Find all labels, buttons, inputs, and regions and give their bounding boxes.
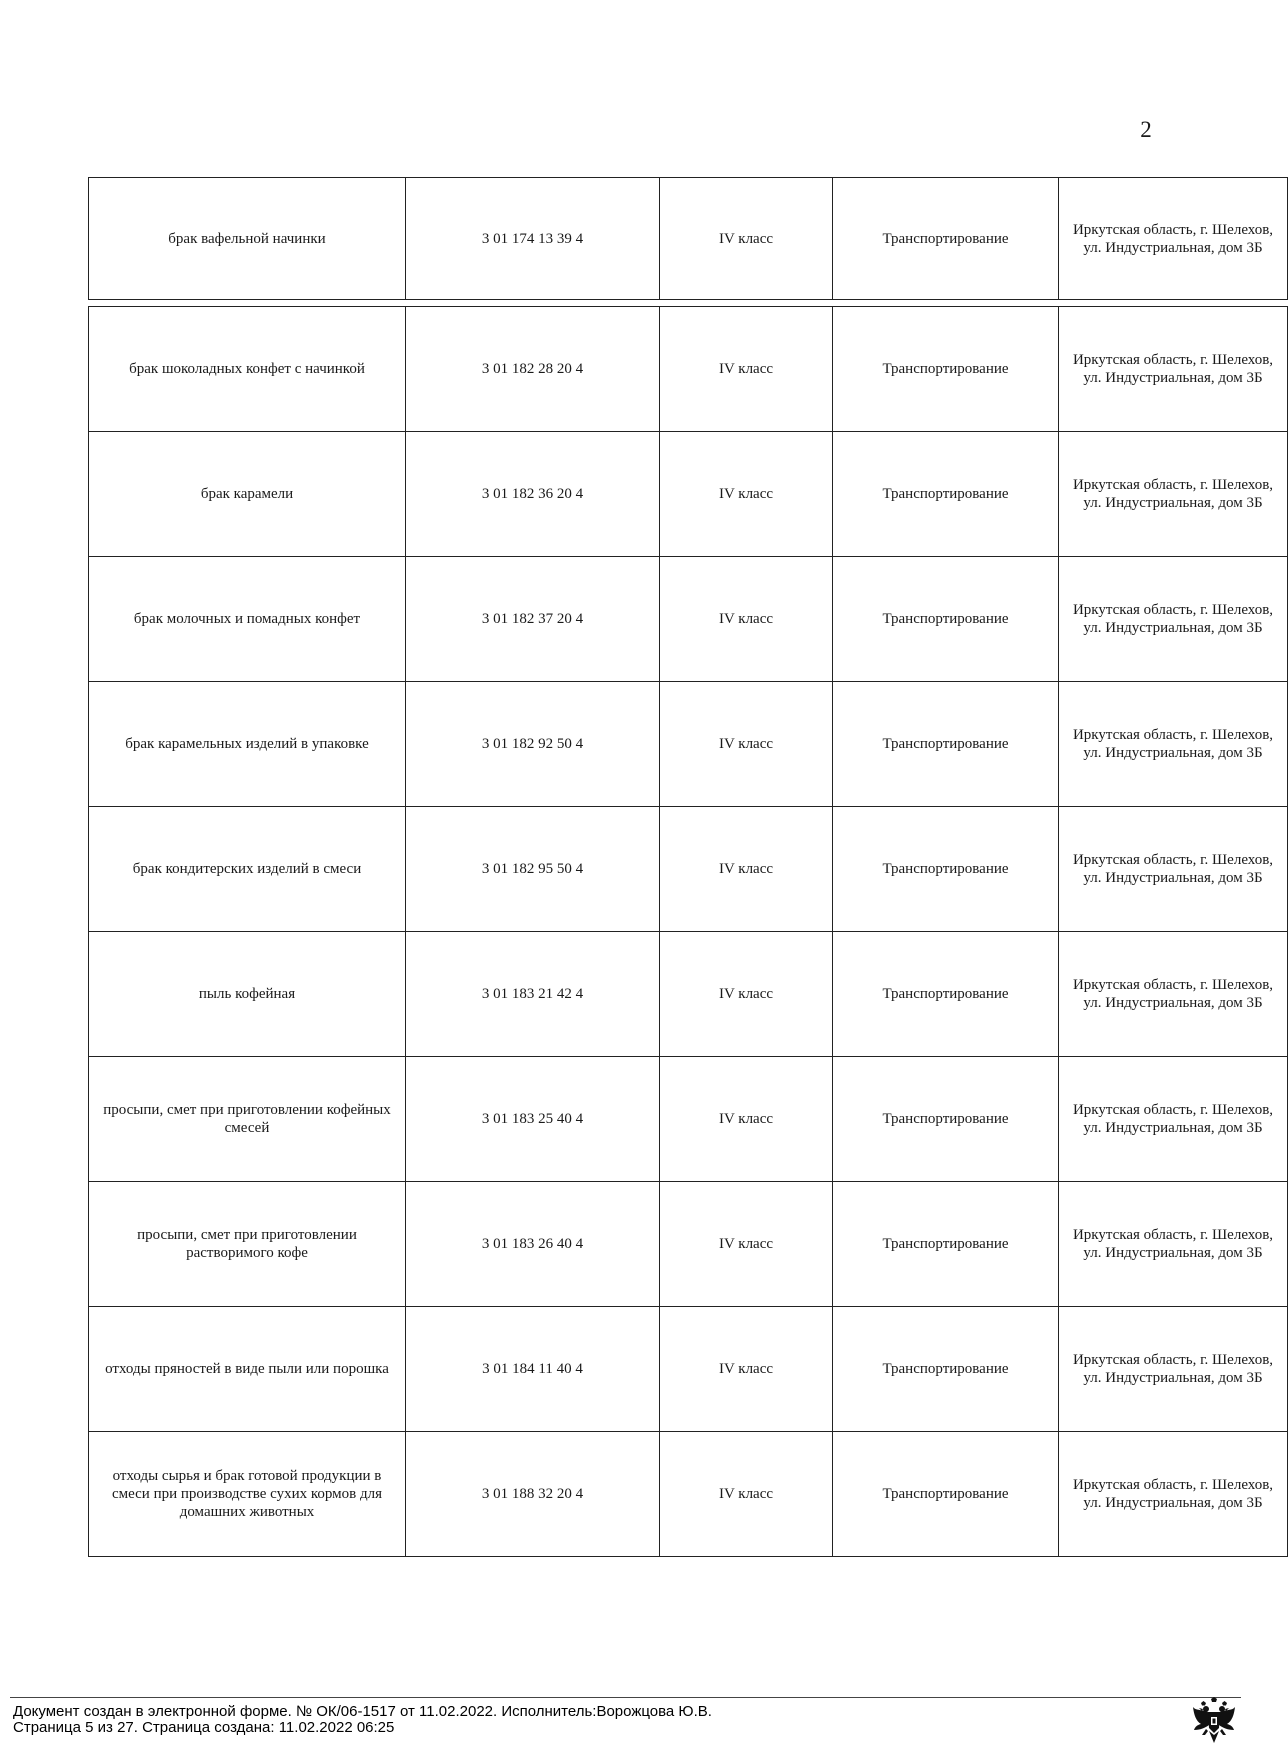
table-row	[89, 307, 1288, 432]
hazard-class-cell: IV класс	[660, 1307, 833, 1432]
waste-name-cell: просыпи, смет при приготовлении кофейных смесей	[89, 1057, 406, 1182]
address-cell: Иркутская область, г. Шелехов, ул. Индустриальная, дом 3Б	[1059, 807, 1288, 932]
hazard-class-cell: IV класс	[660, 307, 833, 432]
double-headed-eagle-emblem-icon	[1192, 1697, 1236, 1747]
waste-code-cell: 3 01 182 37 20 4	[406, 557, 660, 682]
waste-code-cell: 3 01 182 95 50 4	[406, 807, 660, 932]
table-row	[89, 932, 1288, 1057]
address-cell: Иркутская область, г. Шелехов, ул. Индустриальная, дом 3Б	[1059, 1307, 1288, 1432]
activity-cell: Транспортирование	[833, 932, 1059, 1057]
waste-name-cell: брак вафельной начинки	[89, 178, 406, 300]
table-row	[89, 807, 1288, 932]
waste-code-cell: 3 01 188 32 20 4	[406, 1432, 660, 1557]
table-row	[89, 682, 1288, 807]
waste-code-cell: 3 01 184 11 40 4	[406, 1307, 660, 1432]
address-cell: Иркутская область, г. Шелехов, ул. Индустриальная, дом 3Б	[1059, 1057, 1288, 1182]
activity-cell: Транспортирование	[833, 178, 1059, 300]
hazard-class-cell: IV класс	[660, 807, 833, 932]
waste-code-cell: 3 01 182 28 20 4	[406, 307, 660, 432]
footer-page-info: Страница 5 из 27. Страница создана: 11.02.2022 06:25	[13, 1719, 395, 1736]
activity-cell: Транспортирование	[833, 557, 1059, 682]
waste-name-cell: брак карамельных изделий в упаковке	[89, 682, 406, 807]
waste-name-cell: брак шоколадных конфет с начинкой	[89, 307, 406, 432]
table-row	[89, 1432, 1288, 1557]
waste-code-cell: 3 01 182 92 50 4	[406, 682, 660, 807]
hazard-class-cell: IV класс	[660, 178, 833, 300]
address-cell: Иркутская область, г. Шелехов, ул. Индустриальная, дом 3Б	[1059, 932, 1288, 1057]
hazard-class-cell: IV класс	[660, 557, 833, 682]
hazard-class-cell: IV класс	[660, 1057, 833, 1182]
activity-cell: Транспортирование	[833, 1057, 1059, 1182]
hazard-class-cell: IV класс	[660, 1182, 833, 1307]
table-row	[89, 1057, 1288, 1182]
activity-cell: Транспортирование	[833, 682, 1059, 807]
waste-code-cell: 3 01 183 26 40 4	[406, 1182, 660, 1307]
activity-cell: Транспортирование	[833, 1182, 1059, 1307]
address-cell: Иркутская область, г. Шелехов, ул. Индустриальная, дом 3Б	[1059, 307, 1288, 432]
page-number: 2	[1140, 117, 1152, 142]
waste-name-cell: пыль кофейная	[89, 932, 406, 1057]
hazard-class-cell: IV класс	[660, 1432, 833, 1557]
footer-divider	[10, 1697, 1241, 1698]
activity-cell: Транспортирование	[833, 307, 1059, 432]
address-cell: Иркутская область, г. Шелехов, ул. Индустриальная, дом 3Б	[1059, 557, 1288, 682]
activity-cell: Транспортирование	[833, 1307, 1059, 1432]
waste-name-cell: отходы сырья и брак готовой продукции в смеси при производстве сухих кормов для домашних животных	[89, 1432, 406, 1557]
waste-table-body	[89, 307, 1288, 1557]
waste-table	[88, 306, 1288, 1557]
waste-code-cell: 3 01 183 21 42 4	[406, 932, 660, 1057]
address-cell: Иркутская область, г. Шелехов, ул. Индустриальная, дом 3Б	[1059, 1182, 1288, 1307]
table-row	[89, 178, 1288, 300]
waste-name-cell: брак кондитерских изделий в смеси	[89, 807, 406, 932]
footer-document-info: Документ создан в электронной форме. № ОК/06-1517 от 11.02.2022. Исполнитель:Ворожцова Ю.В.	[13, 1703, 712, 1720]
waste-table-first-row	[88, 177, 1288, 300]
footer	[13, 1704, 712, 1736]
table-row	[89, 557, 1288, 682]
table-row	[89, 432, 1288, 557]
activity-cell: Транспортирование	[833, 807, 1059, 932]
waste-code-cell: 3 01 174 13 39 4	[406, 178, 660, 300]
activity-cell: Транспортирование	[833, 1432, 1059, 1557]
address-cell: Иркутская область, г. Шелехов, ул. Индустриальная, дом 3Б	[1059, 682, 1288, 807]
hazard-class-cell: IV класс	[660, 682, 833, 807]
waste-name-cell: просыпи, смет при приготовлении растворимого кофе	[89, 1182, 406, 1307]
address-cell: Иркутская область, г. Шелехов, ул. Индустриальная, дом 3Б	[1059, 432, 1288, 557]
waste-code-cell: 3 01 182 36 20 4	[406, 432, 660, 557]
activity-cell: Транспортирование	[833, 432, 1059, 557]
hazard-class-cell: IV класс	[660, 432, 833, 557]
address-cell: Иркутская область, г. Шелехов, ул. Индустриальная, дом 3Б	[1059, 178, 1288, 300]
table-row	[89, 1307, 1288, 1432]
waste-code-cell: 3 01 183 25 40 4	[406, 1057, 660, 1182]
hazard-class-cell: IV класс	[660, 932, 833, 1057]
waste-name-cell: брак карамели	[89, 432, 406, 557]
waste-name-cell: отходы пряностей в виде пыли или порошка	[89, 1307, 406, 1432]
table-row	[89, 1182, 1288, 1307]
address-cell: Иркутская область, г. Шелехов, ул. Индустриальная, дом 3Б	[1059, 1432, 1288, 1557]
waste-name-cell: брак молочных и помадных конфет	[89, 557, 406, 682]
